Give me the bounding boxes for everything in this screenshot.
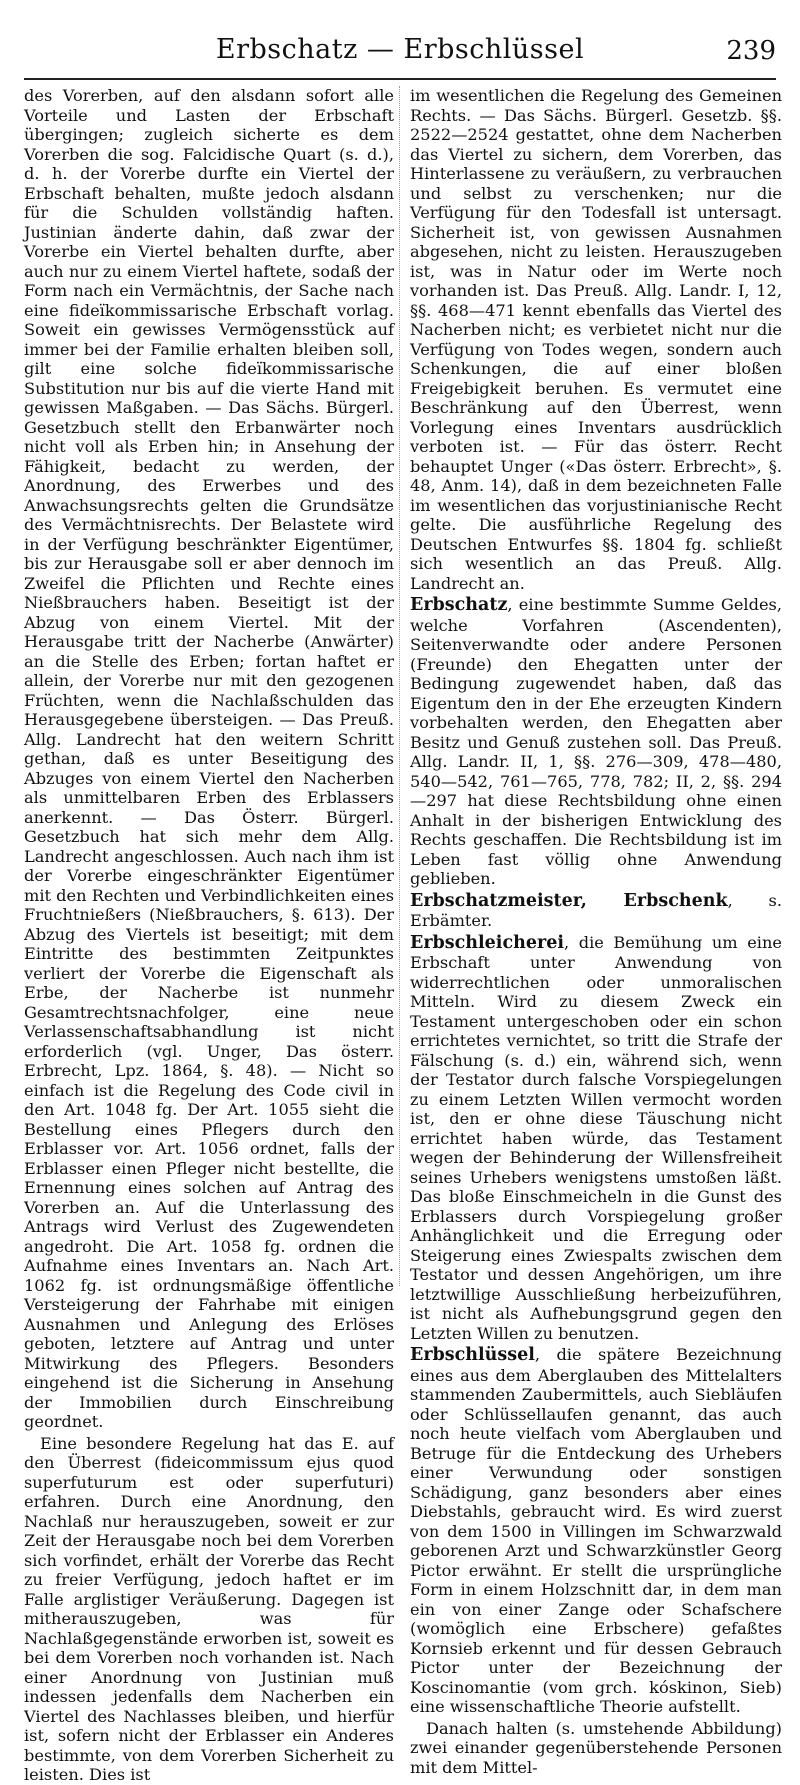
left-column [24,86,394,1785]
entry-erbschatz-text: , eine bestimmte Summe Geldes, welche Vorfahren (Ascendenten), Seitenverwandte oder andere Personen (Freunde) den Ehegatten unter der Bedingung zugewendet haben, daß das Eigentum den in der Ehe erzeugten Kindern vorbehalten werden, den Ehegatten aber Besitz und Genuß zustehen soll. Das Preuß. Allg. Landr. II, 1, §§. 276—309, 478—480, 540—542, 761—765, 778, 782; II, 2, §§. 294—297 hat diese Rechtsbildung ohne einen Anhalt in der bisherigen Entwicklung des Rechts geschaffen. Die Rechtsbildung ist im Leben fast völlig ohne Anwendung geblieben. [410,595,782,888]
entry-erbschleicherei-text: , die Bemühung um eine Erbschaft unter Anwendung von widerrechtlichen oder unmoralischen Mitteln. Wird zu diesem Zweck ein Testament untergeschoben oder ein schon errichtetes vernichtet, so tritt die Strafe der Fälschung (s. d.) ein, während sich, wenn der Testator durch falsche Vorspiegelungen zu einem Letzten Willen vermocht worden ist, den er ohne diese Täuschung nicht errichtet haben würde, das Testament wegen der Behinderung der Willensfreiheit seines Urhebers wenigstens umstoßen läßt. Das bloße Einschmeicheln in die Gunst des Erblassers durch Vorspiegelung großer Anhänglichkeit und die Erregung oder Steigerung eines Zwiespalts zwischen dem Testator und dessen Angehörigen, um ihre letztwillige Ausschließung herbeizuführen, ist nicht als Aufhebungsgrund gegen den Letzten Willen zu benutzen. [410,932,782,1343]
entry-erbschatzmeister-text: , s. Erbämter. [410,890,782,930]
entry-erbschatzmeister [410,891,782,931]
entry-erbschluessel-text: , die spätere Bezeichnung eines aus dem Aberglauben des Mittelalters stammenden Zaubermittels, auch Siebläufen oder Schlüssellaufen genannt, das auch noch heute vielfach vom Aberglauben und Betruge für die Entdeckung des Urhebers einer Verwundung oder sonstigen Schädigung, ganz besonders aber eines Diebstahls, gebraucht wird. Es wird zuerst von dem 1500 in Villingen im Schwarzwald geborenen Arzt und Schwarzkünstler Georg Pictor erwähnt. Er stellt die ursprüngliche Form in einem Holzschnitt dar, in dem man ein von einer Zange oder Schafschere (womöglich eine Erbschere) gefaßtes Kornsieb erkennt und für dessen Gebrauch Pictor unter der Bezeichnung der Koscinomantie (vom grch. kóskinon, Sieb) eine wissenschaftliche Theorie aufstellt. [410,1345,782,1716]
continuation-final-text: Danach halten (s. umstehende Abbildung) zwei einander gegenüberstehende Personen mit dem Mittel- [410,1718,782,1777]
entry-erbschatz [410,595,782,889]
headword-erbschleicherei: Erbschleicherei [410,932,564,953]
right-column [410,86,782,1777]
headword-erbschatzmeister: Erbschatzmeister, Erbschenk [410,890,728,911]
left-paragraph-2: Eine besondere Regelung hat das E. auf den Überrest (fideicommissum ejus quod superfuturum est oder superfuturi) erfahren. Durch eine Anordnung, den Nachlaß nur herauszugeben, soweit er zur Zeit der Herausgabe noch bei dem Vorerben sich vorfindet, erhält der Vorerbe das Recht zu freier Verfügung, jedoch haftet er im Falle arglistiger Veräußerung. Dagegen ist mitherauszugeben, was für Nachlaßgegenstände erworben ist, soweit es bei dem Vorerben noch vorhanden ist. Nach einer Anordnung von Justinian muß indessen jedenfalls dem Nacherben ein Viertel des Nachlasses bleiben, und hierfür ist, sofern nicht der Erblasser ein Anderes bestimmte, von dem Vorerben Sicherheit zu leisten. Dies ist [24,1433,394,1784]
entry-erbschleicherei [410,933,782,1344]
page-header [24,28,776,80]
entry-erbschluessel [410,1345,782,1717]
continuation-text: im wesentlichen die Regelung des Gemeinen Rechts. — Das Sächs. Bürgerl. Gesetzb. §§. 2522—2524 gestattet, ohne dem Nacherben das Viertel zu sichern, dem Vorerben, das Hinterlassene zu veräußern, zu verbrauchen und selbst zu verschenken; nur die Verfügung für den Todesfall ist untersagt. Sicherheit ist, von gewissen Ausnahmen abgesehen, nicht zu leisten. Herauszugeben ist, was in Natur oder im Werte noch vorhanden ist. Das Preuß. Allg. Landr. I, 12, §§. 468—471 kennt ebenfalls das Viertel des Nacherben nicht; es verbietet nicht nur die Verfügung von Todes wegen, sondern auch Schenkungen, die auf einer bloßen Freigebigkeit beruhen. Es vermutet eine Beschränkung auf den Überrest, wenn Vorlegung eines Inventars ausdrücklich verboten ist. — Für das österr. Recht behauptet Unger («Das österr. Erbrecht», §. 48, Anm. 14), daß in dem bezeichneten Falle im wesentlichen das vorjustinianische Recht gelte. Die ausführliche Regelung des Deutschen Entwurfes §§. 1804 fg. schließt sich wesentlich an das Preuß. Allg. Landrecht an. [410,86,782,593]
headword-erbschluessel: Erbschlüssel [410,1345,535,1365]
running-title: Erbschatz — Erbschlüssel [215,34,585,65]
headword-erbschatz: Erbschatz [410,595,508,615]
entry-erbschluessel-continuation [410,1719,782,1778]
page-number: 239 [726,36,776,66]
right-paragraph-continuation [410,86,782,593]
left-paragraph-1: des Vorerben, auf den alsdann sofort alle Vorteile und Lasten der Erbschaft übergingen; zugleich sicherte es dem Vorerben die sog. Falcidische Quart (s. d.), d. h. der Vorerbe durfte ein Viertel der Erbschaft behalten, mußte jedoch alsdann für die Schulden vollständig haften. Justinian änderte dahin, daß zwar der Vorerbe ein Viertel behalten durfte, aber auch nur zu einem Viertel haftete, sodaß der Form nach ein Vermächtnis, der Sache nach eine fideïkommissarische Erbschaft vorlag. Soweit ein gewisses Vermögensstück auf immer bei der Familie erhalten bleiben soll, gilt eine solche fideïkommissarische Substitution nur bis auf die vierte Hand mit gewissen Maßgaben. — Das Sächs. Bürgerl. Gesetzbuch stellt den Erbanwärter noch nicht voll als Erben hin; in Ansehung der Fähigkeit, bedacht zu werden, der Anordnung, des Erwerbes und des Anwachsungsrechts gelten die Grundsätze des Vermächtnisrechts. Der Belastete wird in der Verfügung beschränkter Eigentümer, bis zur Herausgabe soll er aber dennoch im Zweifel die Pflichten und Rechte eines Nießbrauchers haben. Beseitigt ist der Abzug von einem Viertel. Mit der Herausgabe tritt der Nacherbe (Anwärter) an die Stelle des Erben; fortan haftet er allein, der Vorerbe nur mit den gezogenen Früchten, wenn die Nachlaßschulden das Herausgegebene übersteigen. — Das Preuß. Allg. Landrecht hat den weitern Schritt gethan, daß es unter Beseitigung des Abzuges von einem Viertel den Nacherben als unmittelbaren Erben des Erblassers anerkennt. — Das Österr. Bürgerl. Gesetzbuch hat sich mehr dem Allg. Landrecht angeschlossen. Auch nach ihm ist der Vorerbe eingeschränkter Eigentümer mit den Rechten und Verbindlichkeiten eines Fruchtnießers (Nießbrauchers, §. 613). Der Abzug des Viertels ist beseitigt; mit dem Eintritte des bestimmten Zeitpunktes verliert der Vorerbe die Eigenschaft als Erbe, der Nacherbe ist nunmehr Gesamtrechtsnachfolger, eine neue Verlassenschaftsabhandlung ist nicht erforderlich (vgl. Unger, Das österr. Erbrecht, Lpz. 1864, §. 48). — Nicht so einfach ist die Regelung des Code civil in den Art. 1048 fg. Der Art. 1055 sieht die Bestellung eines Pflegers durch den Erblasser vor. Art. 1056 ordnet, falls der Erblasser einen Pfleger nicht bestellte, die Ernennung eines solchen auf Antrag des Vorerben an. Auf die Unterlassung des Antrags wird Verlust des Zugewendeten angedroht. Die Art. 1058 fg. ordnen die Aufnahme eines Inventars an. Nach Art. 1062 fg. ist ordnungsmäßige öffentliche Versteigerung der Fahrhabe mit einigen Ausnahmen und Anlegung des Erlöses geboten, letztere auf Antrag und unter Mitwirkung des Pflegers. Besonders eingehend ist die Sicherung in Ansehung der Immobilien durch Einschreibung geordnet. [24,86,394,1431]
column-divider [399,86,400,1286]
